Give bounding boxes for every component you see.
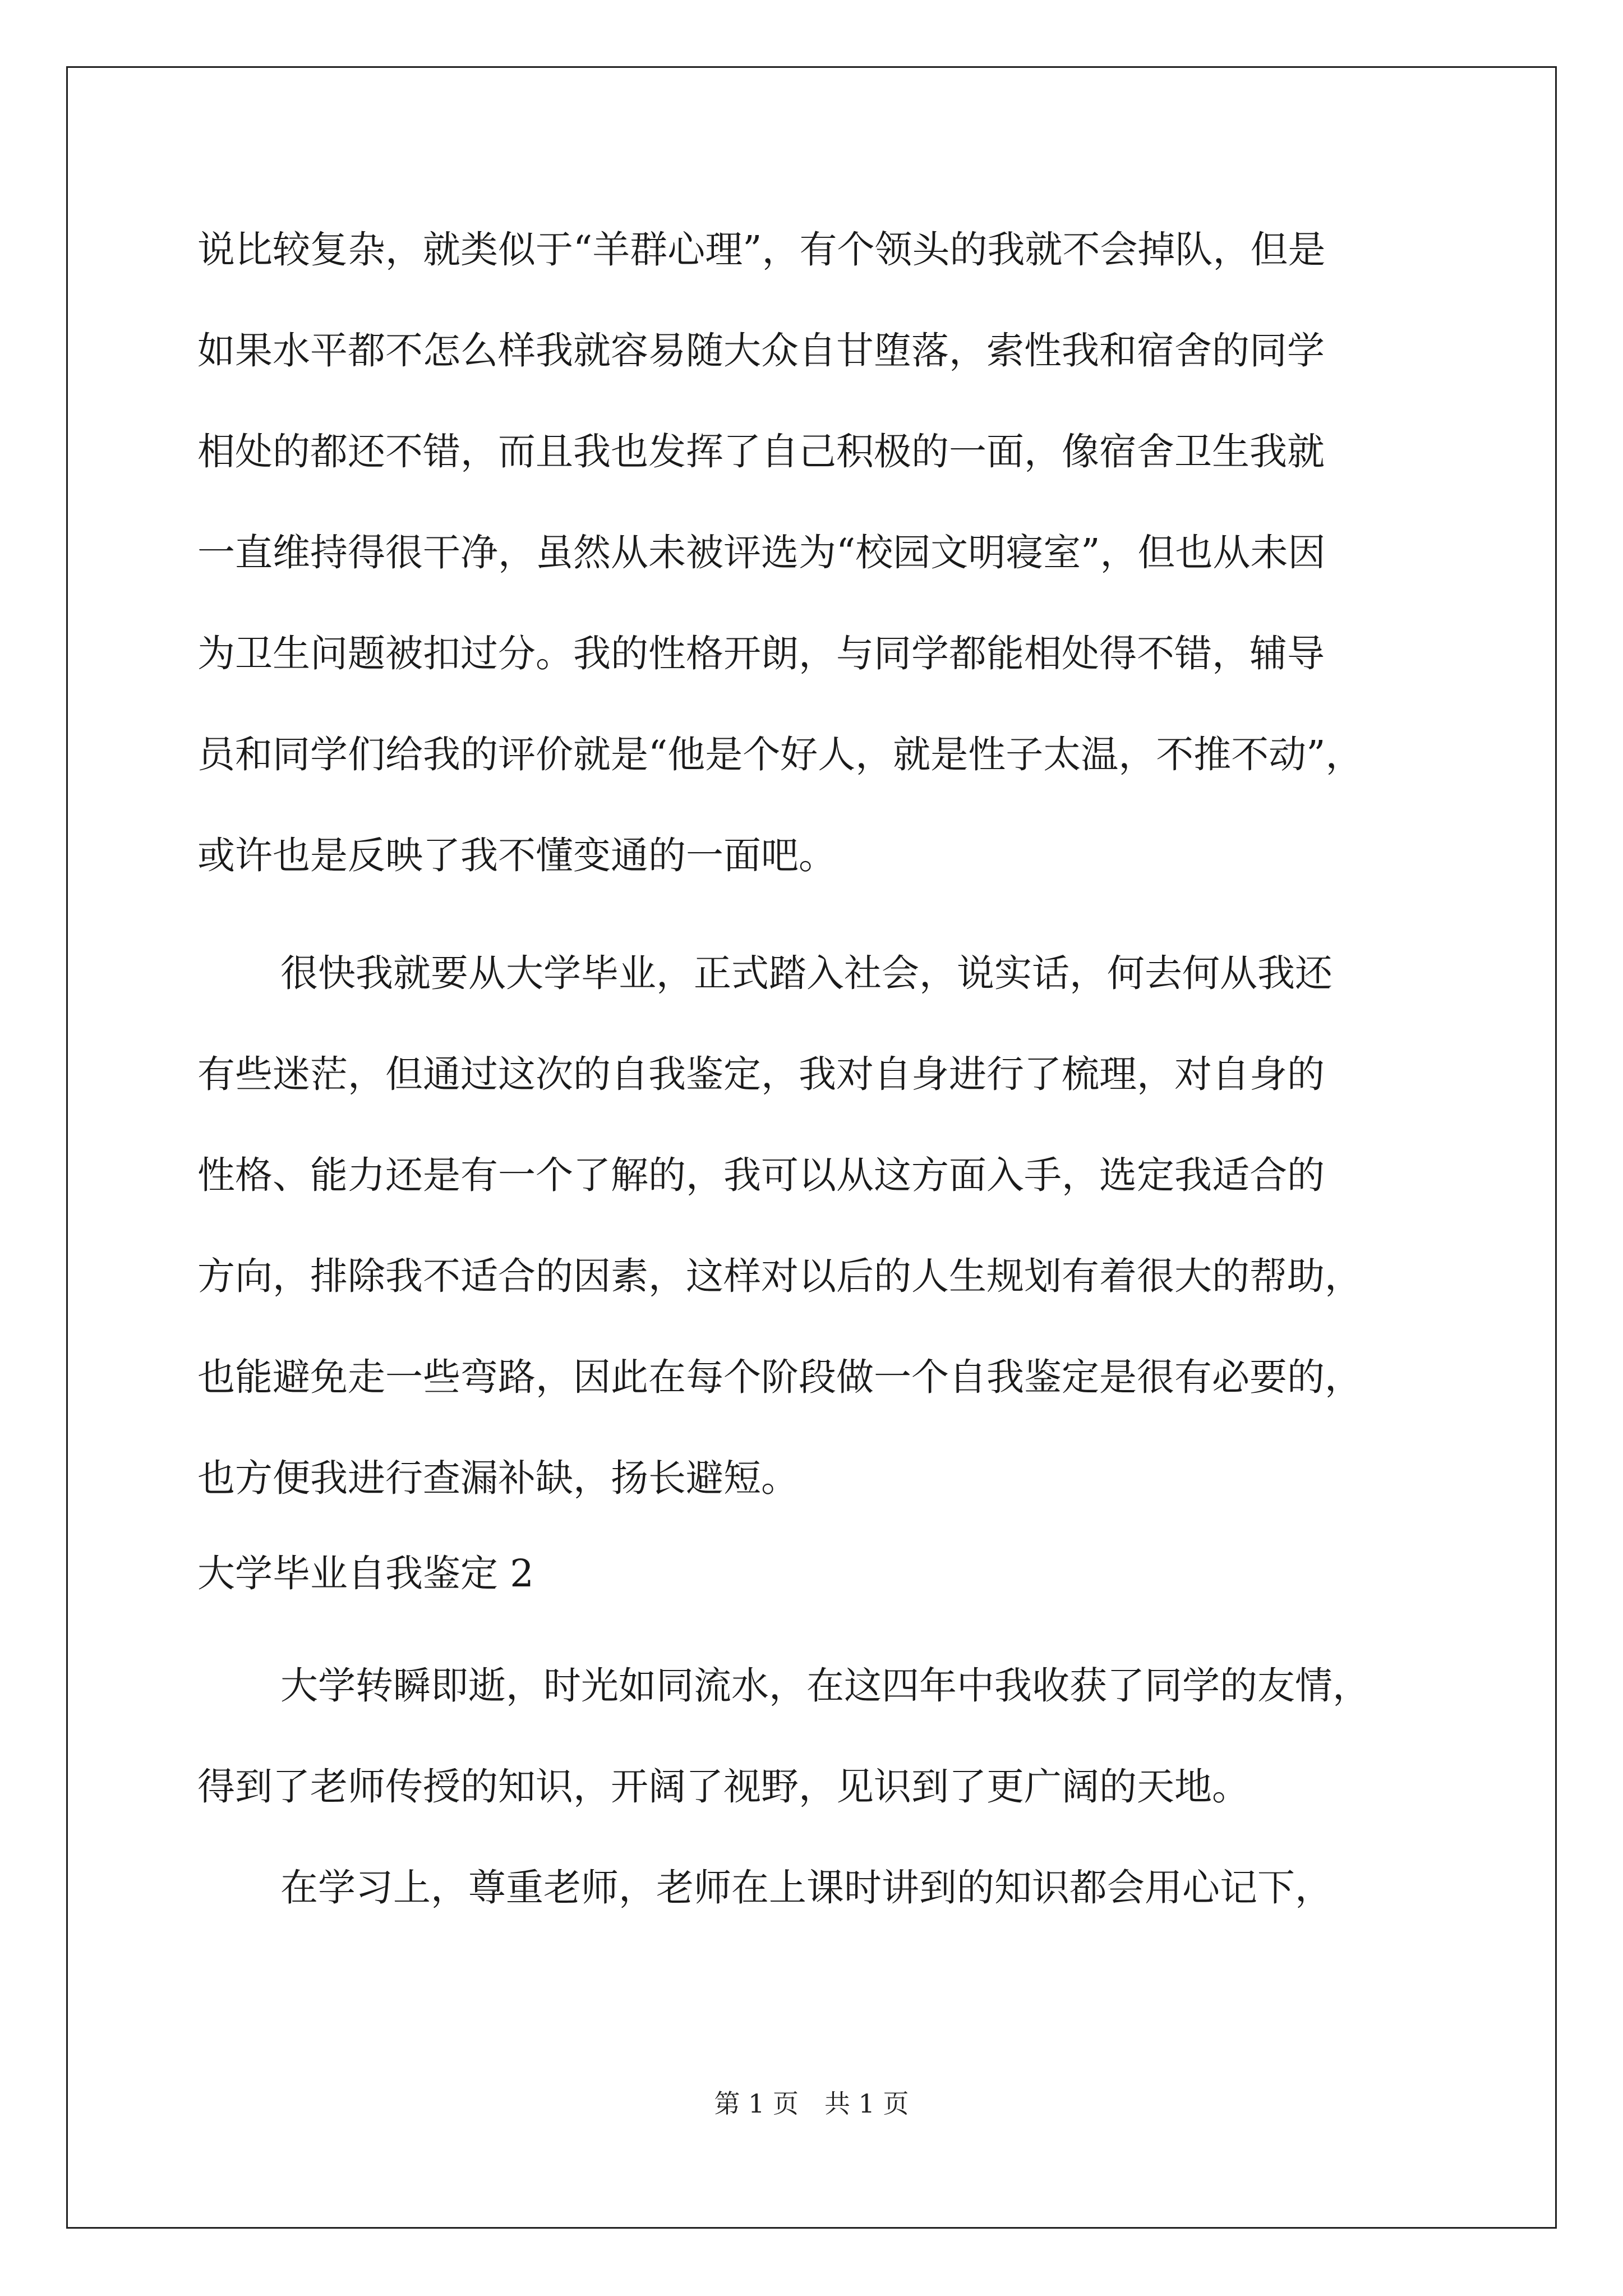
- text-line: 方向，排除我不适合的因素，这样对以后的人生规划有着很大的帮助，: [197, 1254, 1362, 1298]
- section-heading: 大学毕业自我鉴定 2: [197, 1552, 534, 1595]
- text-line: 一直维持得很干净，虽然从未被评选为“校园文明寝室”，但也从未因: [197, 531, 1326, 574]
- paragraph-first-line: 大学转瞬即逝，时光如同流水，在这四年中我收获了同学的友情，: [280, 1664, 1370, 1708]
- text-line: 说比较复杂，就类似于“羊群心理”，有个领头的我就不会掉队，但是: [197, 228, 1326, 272]
- page-footer: 第 1 页 共 1 页: [714, 2088, 909, 2119]
- text-line: 为卫生问题被扣过分。我的性格开朗，与同学都能相处得不错，辅导: [197, 632, 1325, 675]
- text-line: 或许也是反映了我不懂变通的一面吧。: [197, 834, 836, 877]
- paragraph-first-line: 很快我就要从大学毕业，正式踏入社会，说实话，何去何从我还: [280, 951, 1332, 995]
- text-line: 也方便我进行查漏补缺，扬长避短。: [197, 1456, 799, 1500]
- text-line: 员和同学们给我的评价就是“他是个好人，就是性子太温，不推不动”，: [197, 733, 1363, 776]
- text-line: 性格、能力还是有一个了解的，我可以从这方面入手，选定我适合的: [197, 1153, 1325, 1197]
- paragraph-first-line: 在学习上，尊重老师，老师在上课时讲到的知识都会用心记下，: [280, 1866, 1332, 1910]
- text-line: 也能避免走一些弯路，因此在每个阶段做一个自我鉴定是很有必要的，: [197, 1355, 1362, 1399]
- text-line: 得到了老师传授的知识，开阔了视野，见识到了更广阔的天地。: [197, 1765, 1249, 1809]
- text-line: 有些迷茫，但通过这次的自我鉴定，我对自身进行了梳理，对自身的: [197, 1052, 1325, 1096]
- text-line: 如果水平都不怎么样我就容易随大众自甘堕落，索性我和宿舍的同学: [197, 329, 1325, 372]
- text-line: 相处的都还不错，而且我也发挥了自己积极的一面，像宿舍卫生我就: [197, 430, 1325, 473]
